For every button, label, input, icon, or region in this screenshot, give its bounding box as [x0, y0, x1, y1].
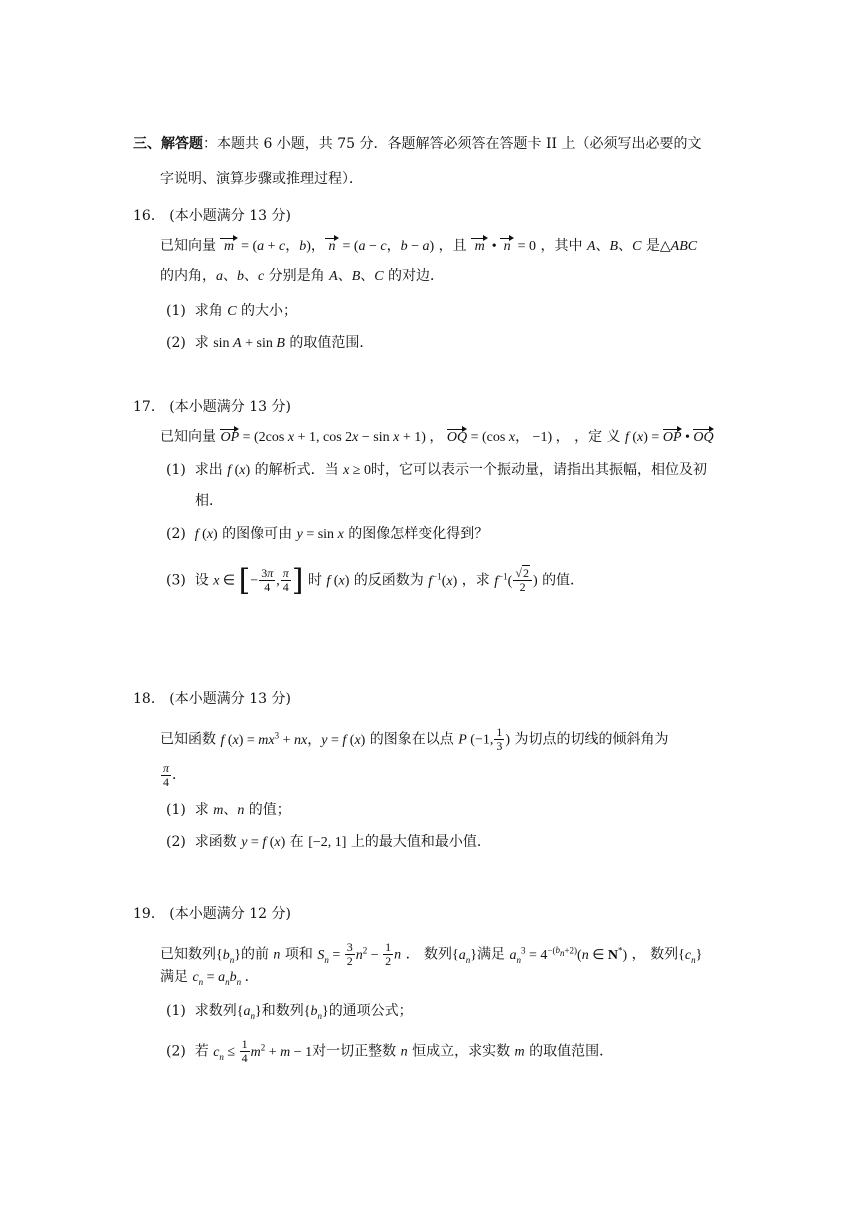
subquestion-text: 对一切正整数: [312, 1043, 397, 1060]
math-expr: c: [258, 269, 265, 284]
subquestion-text: 的值；: [248, 802, 291, 818]
math-expr: •: [681, 430, 694, 445]
problem-stem-text: 满足: [477, 946, 506, 963]
math-expr: $\{c_n\}$: [678, 947, 703, 965]
math-expr: [−2, 1]: [308, 835, 347, 850]
problem-stem-text: ． 数列: [405, 946, 453, 963]
math-expr: $f^{-1}$(: [494, 571, 513, 589]
math-expr: = (a − c，b − a): [338, 239, 435, 254]
subquestion-1: [166, 1000, 413, 1027]
math-expr: $S_n$ =: [317, 947, 344, 965]
problem-stem-text: 已知向量: [160, 429, 216, 445]
subquestion-text: 求: [194, 802, 209, 818]
problem-stem-text: 已知数列: [160, 946, 216, 963]
math-expr: ): [505, 732, 511, 748]
subquestion-3: [166, 558, 584, 600]
math-fraction: $\frac{1}{2}$: [385, 940, 392, 969]
math-expr: n: [394, 947, 402, 963]
subquestion-1: [166, 459, 707, 482]
math-fraction: $\frac{\pi}{4}$: [282, 566, 289, 595]
math-expr: B: [351, 269, 361, 284]
subquestion-text: 的图像怎样变化得到？: [348, 526, 489, 542]
problem-stem-text: 已知函数: [160, 731, 216, 748]
subquestion-text: 的大小；: [241, 303, 297, 319]
problem-points: (本小题满分 13 分): [169, 399, 291, 415]
math-expr: ): [532, 573, 538, 589]
math-expr: $\{b_n\}$: [303, 1004, 329, 1021]
math-expr: •: [488, 239, 501, 254]
problem-number: 16．: [133, 208, 165, 224]
subquestion-2: [166, 831, 491, 854]
section-intro-line2: 字说明、演算步骤或推理过程）．: [160, 171, 363, 187]
problem-stem-text: 的前: [240, 946, 269, 963]
math-expr: [: [238, 562, 251, 598]
math-expr: $c_n = a_nb_n$ ．: [192, 970, 259, 987]
math-expr: = 0: [514, 239, 537, 254]
subquestion-text: 时，它可以表示一个振动量，请指出其振幅，相位及初: [370, 462, 707, 478]
subquestion-1: [166, 300, 297, 323]
math-fraction: $\frac{3}{2}$: [346, 940, 353, 969]
math-expr: $c_n$ ≤: [213, 1044, 239, 1062]
problem-stem-text: 的图象在以点: [369, 731, 454, 748]
math-expr: = (2cos x + 1, cos 2x − sin x + 1) ，: [239, 430, 447, 445]
problem-points: (本小题满分 12 分): [169, 906, 291, 922]
math-expr: = (a + c，b)，: [237, 239, 325, 254]
subquestion-text: 的取值范围．: [529, 1043, 614, 1060]
math-expr: ]: [291, 562, 304, 598]
math-vector-m: m: [220, 236, 237, 258]
math-fraction: $\frac{3\pi}{4}$: [261, 566, 274, 595]
subquestion-text: 求: [194, 335, 209, 351]
exam-page: 三、解答题：本题共 6 小题，共 75 分．各题解答必须答在答题卡 II 上（必须写出必要的文 字说明、演算步骤或推理过程）． 16． (本小题满分 13 分) 已知向量 m = (a + c，b)， n = (a − c，b − a) ，且 m • n = 0 ，其中 A、B、C 是△ABC 的内角，a、b、c 分别是角 A、B、C 的对边． (1) 求角 C 的大小； (2) 求 sin A + sin B 的取值范围． 17． (本小题满分 13 分) 已知向量 OP = (2cos x + 1, cos 2x − sin x + 1) ， OQ = (cos x， −1) ， ，定 义 f (x) = OP • OQ (1) 求出 f (x) 的解析式．当 x ≥ 0时，它可以表示一个振动量，请指出其振幅，相位及初 相． (2) f (x) 的图像可由 y = sin x 的图像怎样变化得到？ (3) 设 x ∈ [− $\frac{3\pi}{4}$ , $\frac{\pi}{4}$ ] 时 f (x) 的反函数为 $f^{-1}(x)$ ，求 $f^{-1}$( $\frac{√2}{2}$ ) 的值． 18． (本小题满分 13 分) 已知函数 f $(x) = mx^3$ + nx，y = f (x) 的图象在以点 P (−1, $\frac{1}{3}$ ) 为切点的切线的倾斜角为 $\frac{\pi}{4}$ ． (1) 求 m、n 的值； (2) 求函数 y = f (x) 在 [−2, 1] 上的最大值和最小值． 19． (本小题满分 12 分) 已知数列$\{b_n\}$的前 n 项和 $S_n$ = $\frac{3}{2}$ $n^2$ − $\frac{1}{2}$ n ． 数列$\{a_n\}$满足 $a_n^3 = 4^{-(b_n+2)}(n$ ∈ N*) ， 数列$\{c_n\}$ 满足 $c_n = a_nb_n$ ． (1) 求数列$\{a_n\}$和数列$\{b_n\}$的通项公式； (2) 若 $c_n$ ≤ $\frac{1}{4}$ $m^2 + m - 1$对一切正整数 n 恒成立，求实数 m 的取值范围．: [0, 0, 860, 1216]
subquestion-tag: (2): [166, 1043, 186, 1060]
math-expr: m: [514, 1044, 525, 1060]
math-expr: $f^{-1}(x)$: [428, 571, 458, 589]
problem-points: (本小题满分 13 分): [169, 208, 291, 224]
subquestion-tag: (2): [166, 335, 186, 351]
subquestion-tag: (1): [166, 462, 186, 478]
subquestion-text: 的图像可由: [222, 526, 293, 542]
problem-stem-text: ，其中: [540, 238, 583, 254]
math-expr: n: [400, 1044, 408, 1060]
math-expr: $\{a_n\}$: [452, 947, 478, 965]
math-expr: y = f (x): [241, 835, 286, 850]
problem-stem-text: ， 数列: [631, 946, 679, 963]
problem-stem-text: 已知向量: [160, 238, 216, 254]
math-expr: $a_n^3 = 4^{-(b_n+2)}(n$ ∈ N*): [509, 945, 628, 965]
subquestion-tag: (1): [166, 802, 186, 818]
math-expr: $n^2$ −: [355, 945, 383, 963]
subquestion-tag: (2): [166, 526, 186, 542]
subquestion-text: 的反函数为: [353, 572, 424, 589]
subquestion-tag: (2): [166, 834, 186, 850]
math-expr: f (x) =: [624, 430, 663, 445]
subquestion-text: 求函数: [194, 834, 237, 850]
math-expr: sin A + sin B: [213, 336, 285, 351]
math-vector-oq: OQ: [693, 427, 713, 449]
math-fraction: $\frac{\pi}{4}$: [163, 760, 170, 789]
math-expr: y = sin x: [296, 527, 344, 542]
math-expr: ,: [276, 573, 280, 589]
math-expr: ABC: [670, 239, 698, 254]
math-vector-op: OP: [220, 427, 239, 449]
math-fraction: $\frac{1}{3}$: [496, 725, 503, 754]
math-expr: n: [237, 803, 245, 818]
section-title: 三、解答题: [133, 136, 203, 152]
subquestion-1: (1) 求 m、n 的值；: [166, 802, 291, 818]
problem-stem-text: ，且: [438, 238, 467, 254]
math-fraction: $\frac{1}{4}$: [241, 1037, 248, 1066]
subquestion-text: 若: [194, 1043, 209, 1060]
math-expr: B: [609, 239, 619, 254]
subquestion-text: 的值．: [542, 572, 585, 589]
subquestion-2: [166, 1030, 613, 1073]
math-expr: C: [227, 304, 237, 319]
subquestion-text: 和数列: [261, 1003, 304, 1019]
subquestion-tag: (1): [166, 1003, 186, 1019]
problem-stem-text: ，定 义: [574, 429, 621, 445]
subquestion-text: 求角: [194, 303, 223, 319]
problem-stem-text: 的内角，: [160, 268, 216, 284]
math-expr: f (x): [194, 527, 218, 542]
math-expr: A: [329, 269, 338, 284]
math-expr: $\{a_n\}$: [236, 1004, 262, 1021]
subquestion-text: 的解析式．当: [254, 462, 339, 478]
subquestion-text: 求数列: [194, 1003, 237, 1019]
math-expr: −: [250, 573, 259, 589]
math-expr: ．: [172, 768, 187, 783]
subquestion-tag: (3): [166, 572, 186, 589]
problem-stem-text: 分别是角: [268, 268, 325, 284]
problem-stem-text: 是△: [645, 238, 671, 254]
problem-stem-text: 的对边．: [388, 268, 445, 284]
math-expr: x ∈: [213, 573, 239, 589]
section-intro-line1: ：本题共 6 小题，共 75 分．各题解答必须答在答题卡 II 上（必须写出必要的文: [203, 136, 702, 152]
subquestion-text: 的取值范围．: [289, 335, 374, 351]
math-vector-n: n: [500, 236, 514, 258]
problem-stem-text: 满足: [160, 969, 188, 985]
subquestion-text: 上的最大值和最小值．: [350, 834, 491, 850]
math-expr: n: [273, 947, 281, 963]
subquestion-text: 恒成立，求实数: [412, 1043, 511, 1060]
subquestion-tag: (1): [166, 303, 186, 319]
problem-number: 19．: [133, 906, 165, 922]
math-vector-oq: OQ: [447, 427, 467, 449]
subquestion-text: 在: [289, 834, 304, 850]
math-vector-n: n: [325, 236, 339, 258]
subquestion-text: 相．: [195, 493, 223, 509]
problem-number: 18．: [133, 691, 165, 707]
math-expr: f (x): [227, 463, 251, 478]
math-expr: $m^2 + m - 1$: [250, 1042, 313, 1060]
problem-stem-text: 项和: [284, 946, 313, 963]
math-expr: $\{b_n\}$: [216, 947, 241, 965]
subquestion-text: 求出: [194, 462, 223, 478]
math-fraction: $\frac{√2}{2}$: [513, 567, 532, 594]
math-expr: x ≥ 0: [343, 463, 371, 478]
subquestion-text: 设: [194, 572, 209, 589]
subquestion-text: 的通项公式；: [328, 1003, 413, 1019]
math-expr: b: [237, 269, 244, 284]
problem-stem-text: 为切点的切线的倾斜角为: [514, 731, 669, 748]
subquestion-text: ，求: [461, 572, 490, 589]
math-expr: f (x): [326, 573, 350, 589]
math-expr: P (−1,: [458, 732, 494, 748]
math-expr: f $(x) = mx^3$ + nx，y = f (x): [220, 730, 366, 748]
subquestion-text: 时: [307, 572, 322, 589]
math-expr: C: [632, 239, 642, 254]
math-expr: m: [213, 803, 224, 818]
subquestion-2: [166, 523, 488, 546]
math-expr: = (cos x， −1) ，: [467, 430, 570, 445]
math-vector-op: OP: [663, 427, 682, 449]
subquestion-2: [166, 332, 373, 355]
problem-number: 17．: [133, 399, 165, 415]
math-expr: C: [374, 269, 384, 284]
math-vector-m: m: [471, 236, 488, 258]
problem-points: (本小题满分 13 分): [169, 691, 291, 707]
math-expr: a: [216, 269, 223, 284]
math-expr: A: [586, 239, 596, 254]
